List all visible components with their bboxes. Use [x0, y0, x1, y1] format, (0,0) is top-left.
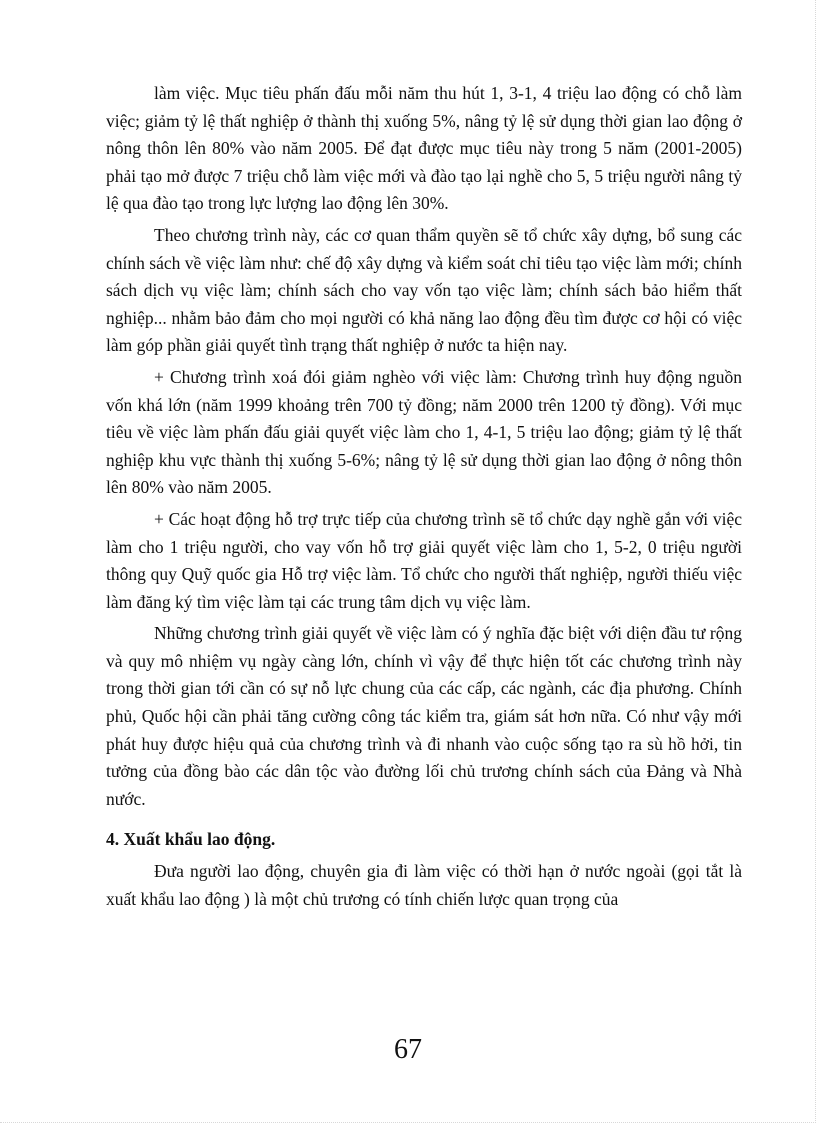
- paragraph-poverty-reduction: + Chương trình xoá đói giảm nghèo với việc làm: Chương trình huy động nguồn vốn khá lớn (năm 1999 khoảng trên 700 tỷ đồng; năm 2000 trên 1200 tỷ đồng). Với mục tiêu về việc làm phấn đấu giải quyết việc làm cho 1, 4-1, 5 triệu lao động; giảm tỷ lệ thất nghiệp khu vực thành thị xuống 5-6%; nâng tỷ lệ sử dụng thời gian lao động ở nông thôn lên 80% vào năm 2005.: [106, 366, 742, 498]
- paragraph-program-significance: Những chương trình giải quyết về việc làm có ý nghĩa đặc biệt với diện đầu tư rộng và quy mô nhiệm vụ ngày càng lớn, chính vì vậy để thực hiện tốt các chương trình này trong thời gian tới cần có sự nỗ lực chung của các cấp, các ngành, các địa phương. Chính phủ, Quốc hội cần phải tăng cường công tác kiểm tra, giám sát hơn nữa. Có như vậy mới phát huy được hiệu quả của chương trình và đi nhanh vào cuộc sống tạo ra sù hồ hởi, tin tưởng của đồng bào các dân tộc vào đường lối chủ trương chính sách của Đảng và Nhà nước.: [106, 623, 742, 809]
- paragraph-employment-targets: làm việc. Mục tiêu phấn đấu mỗi năm thu hút 1, 3-1, 4 triệu lao động có chỗ làm việc; giảm tỷ lệ thất nghiệp ở thành thị xuống 5%, nâng tỷ lệ sử dụng thời gian lao động ở nông thôn lên 80% vào năm 2005. Để đạt được mục tiêu này trong 5 năm (2001-2005) phải tạo mở được 7 triệu chỗ làm việc mới và đào tạo lại nghề cho 5, 5 triệu người nâng tỷ lệ qua đào tạo trong lực lượng lao động lên 30%.: [106, 83, 742, 214]
- document-body: [106, 80, 742, 917]
- page-number: 67: [394, 1034, 422, 1065]
- paragraph-labor-export: Đưa người lao động, chuyên gia đi làm việc có thời hạn ở nước ngoài (gọi tắt là xuất khẩu lao động ) là một chủ trương có tính chiến lược quan trọng của: [106, 861, 742, 909]
- section-heading-labor-export: 4. Xuất khẩu lao động.: [106, 829, 276, 850]
- paragraph-direct-support: + Các hoạt động hỗ trợ trực tiếp của chương trình sẽ tổ chức dạy nghề gắn với việc làm cho 1 triệu người, cho vay vốn hỗ trợ giải quyết việc làm cho 1, 5-2, 0 triệu người thông quy Quỹ quốc gia Hỗ trợ việc làm. Tổ chức cho người thất nghiệp, người thiếu việc làm đăng ký tìm việc làm tại các trung tâm dịch vụ việc làm.: [106, 508, 742, 612]
- paragraph-program-policies: Theo chương trình này, các cơ quan thẩm quyền sẽ tổ chức xây dựng, bổ sung các chính sách về việc làm như: chế độ xây dựng và kiểm soát chỉ tiêu tạo việc làm mới; chính sách dịch vụ việc làm; chính sách cho vay vốn tạo việc làm; chính sách bảo hiểm thất nghiệp... nhằm bảo đảm cho mọi người có khả năng lao động đều tìm được cơ hội có việc làm góp phần giải quyết tình trạng thất nghiệp ở nước ta hiện nay.: [106, 224, 742, 356]
